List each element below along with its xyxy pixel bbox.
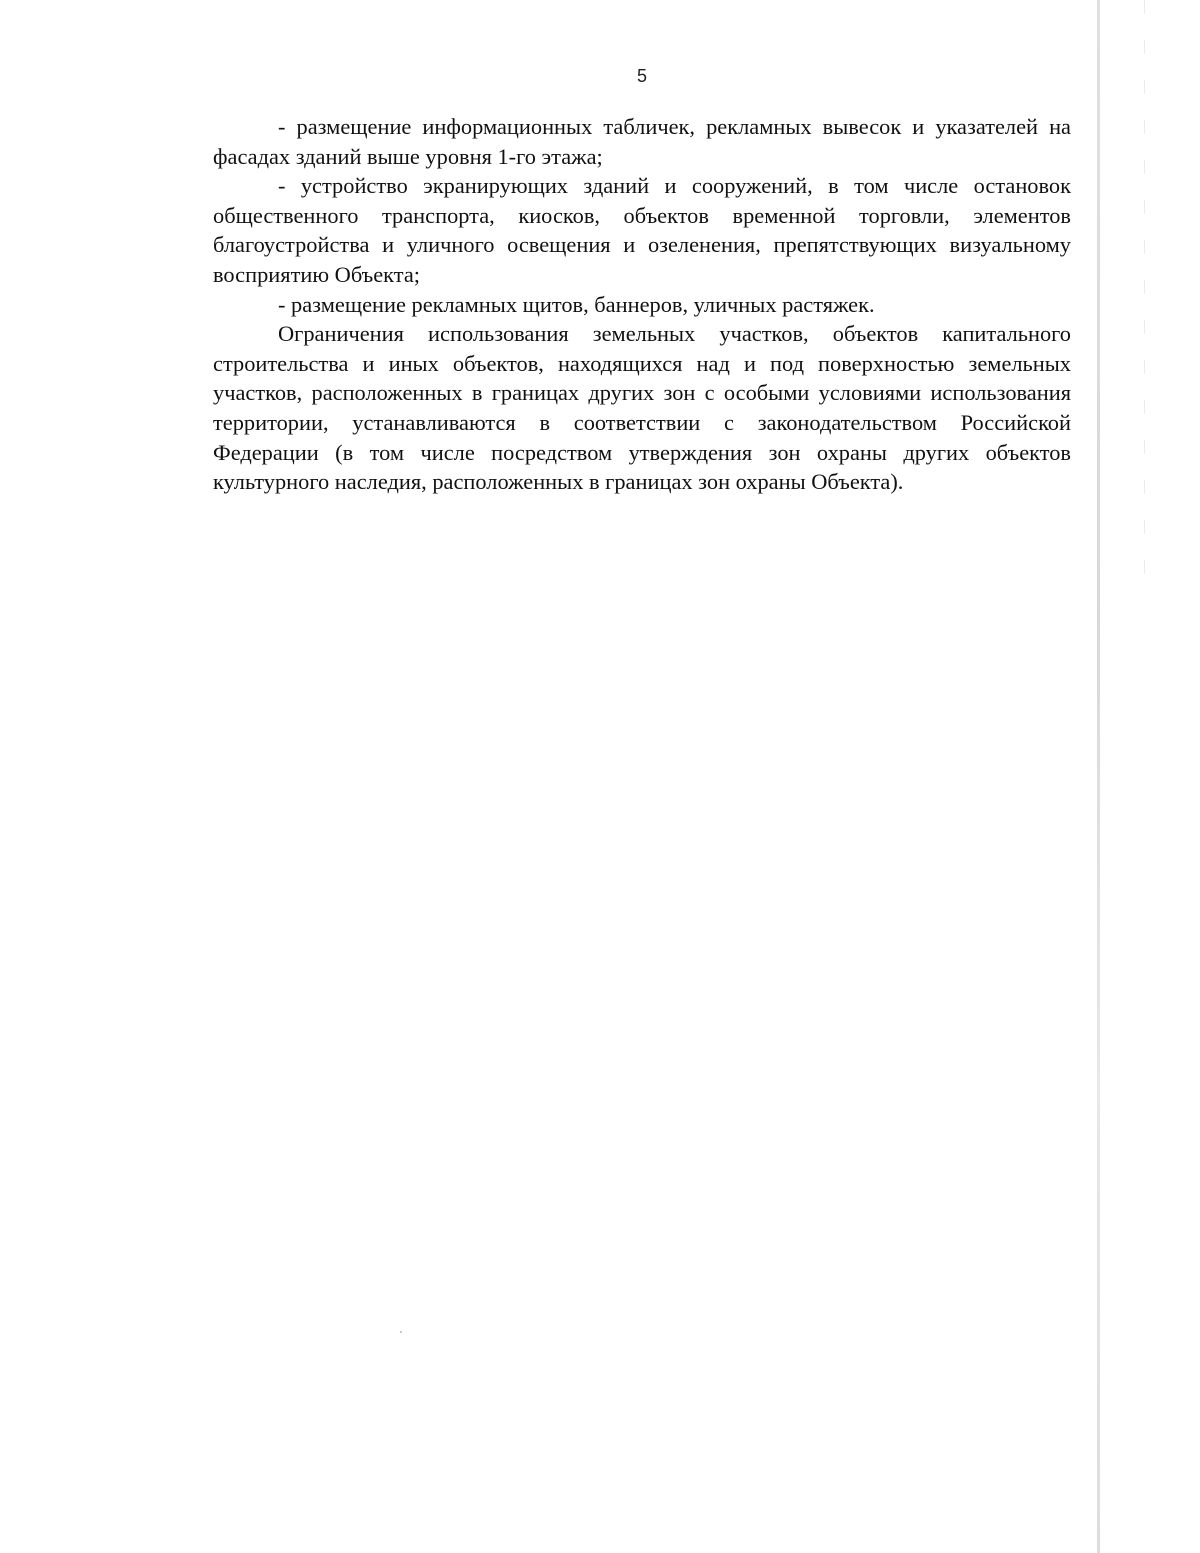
paragraph-signage: - размещение информационных табличек, рекламных вывесок и указателей на фасадах зданий выше уровня 1-го этажа; (213, 114, 1071, 169)
scan-edge-artifact (1097, 0, 1100, 1553)
scan-edge-artifact (1144, 0, 1145, 600)
page-number: 5 (636, 66, 647, 86)
scan-dot-artifact (400, 1331, 402, 1333)
document-body (213, 112, 1071, 497)
paragraph-land-use-restrictions: Ограничения использования земельных участков, объектов капитального строительства и иных объектов, находящихся над и под поверхностью земельных участков, расположенных в границах других зон с особыми условиями использования территории, устанавливаются в соответствии с законодательством Российской Федерации (в том числе посредством утверждения зон охраны других объектов культурного наследия, расположенных в границах зон охраны Объекта). (213, 321, 1071, 495)
paragraph-screening-structures: - устройство экранирующих зданий и сооружений, в том числе остановок общественного транспорта, киосков, объектов временной торговли, элементов благоустройства и уличного освещения и озеленения, препятствующих визуальному восприятию Объекта; (213, 173, 1071, 287)
paragraph-billboards: - размещение рекламных щитов, баннеров, уличных растяжек. (278, 291, 875, 317)
